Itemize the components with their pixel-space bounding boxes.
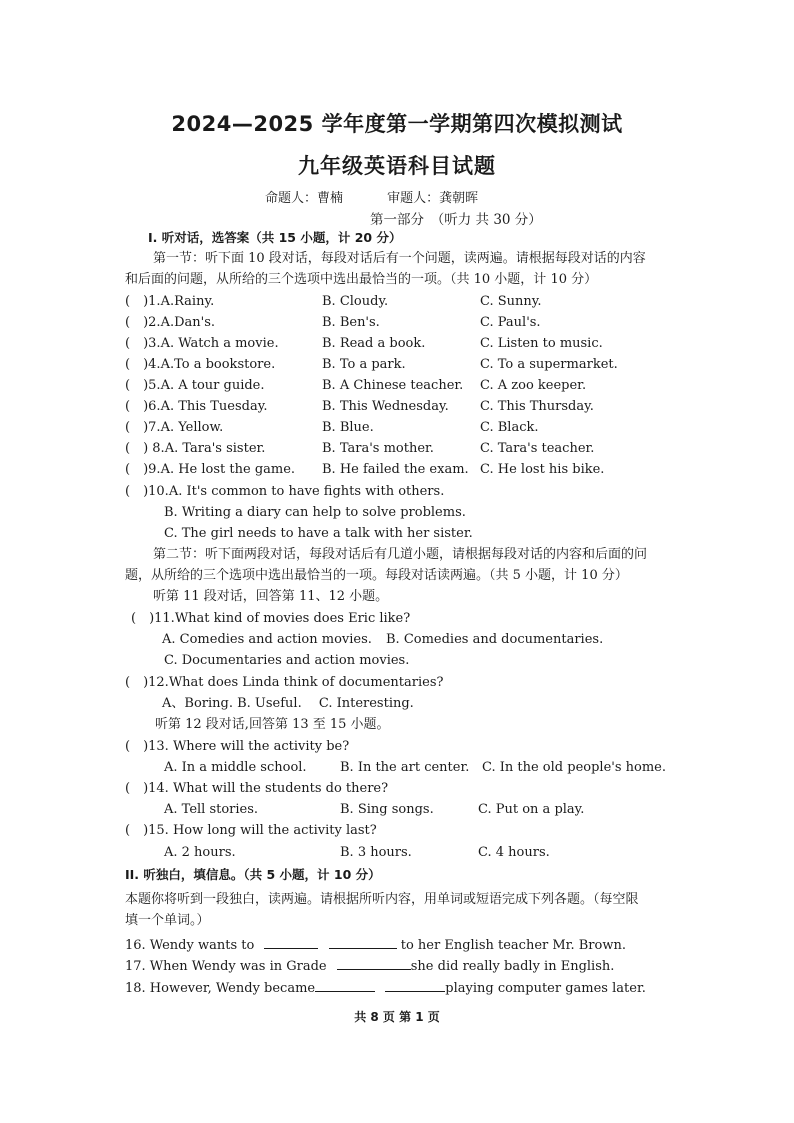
question-10-option-b: B. Writing a diary can help to solve problems. — [164, 505, 466, 520]
section2-instruction-1: 本题你将听到一段独白，读两遍。请根据所听内容，用单词或短语完成下列各题。（每空限 — [125, 892, 639, 907]
sub2-instruction-2: 题，从所给的三个选项中选出最恰当的一项。每段对话读两遍。（共 5 小题，计 10 分） — [125, 568, 628, 583]
sub1-instruction-1: 第一节：听下面 10 段对话，每段对话后有一个问题，读两遍。请根据每段对话的内容 — [153, 251, 646, 266]
question-11-option-a: A. Comedies and action movies. — [162, 632, 372, 647]
exam-subtitle: 九年级英语科目试题 — [298, 154, 496, 178]
question-10-option-c: C. The girl needs to have a talk with her sister. — [164, 526, 473, 541]
question-18: 18. However, Wendy became playing computer games later. — [125, 981, 646, 996]
question-row: ( )9.A. He lost the game. B. He failed the exam. C. He lost his bike. — [125, 462, 605, 477]
section1-heading: I. 听对话，选答案（共 15 小题，计 20 分） — [148, 230, 402, 245]
question-row: ( )1.A.Rainy. B. Cloudy. C. Sunny. — [125, 294, 542, 309]
author: 命题人：曹楠 — [265, 191, 344, 206]
dialog-12-note: 听第 12 段对话,回答第 13 至 15 小题。 — [155, 717, 390, 732]
sub2-instruction-1: 第二节：听下面两段对话，每段对话后有几道小题，请根据每段对话的内容和后面的问 — [153, 547, 648, 562]
question-14: ( )14. What will the students do there? — [125, 781, 389, 796]
question-row: ( ) 8.A. Tara's sister. B. Tara's mother. C. Tara's teacher. — [125, 441, 595, 456]
section2-heading: II. 听独白，填信息。（共 5 小题，计 10 分） — [125, 867, 381, 882]
question-row: ( )5.A. A tour guide. B. A Chinese teacher. C. A zoo keeper. — [125, 378, 587, 393]
question-row: ( )6.A. This Tuesday. B. This Wednesday. C. This Thursday. — [125, 399, 594, 414]
answer-blank[interactable] — [264, 936, 318, 949]
question-14-option-b: B. Sing songs. — [340, 802, 434, 817]
dialog-11-note: 听第 11 段对话，回答第 11、12 小题。 — [153, 589, 389, 604]
question-11: ( )11.What kind of movies does Eric like? — [131, 611, 411, 626]
question-row: ( )2.A.Dan's. B. Ben's. C. Paul's. — [125, 315, 541, 330]
question-13-option-a: A. In a middle school. — [164, 760, 307, 775]
question-row: ( )7.A. Yellow. B. Blue. C. Black. — [125, 420, 539, 435]
sub1-instruction-2: 和后面的问题，从所给的三个选项中选出最恰当的一项。（共 10 小题，计 10 分） — [125, 272, 598, 287]
question-16: 16. Wendy wants to to her English teacher Mr. Brown. — [125, 938, 626, 953]
question-row: ( )3.A. Watch a movie. B. Read a book. C. Listen to music. — [125, 336, 603, 351]
authors-line — [265, 187, 518, 206]
question-17: 17. When Wendy was in Grade she did really badly in English. — [125, 959, 615, 974]
question-15-option-b: B. 3 hours. — [340, 845, 412, 860]
question-15-option-c: C. 4 hours. — [478, 845, 550, 860]
question-row: ( )4.A.To a bookstore. B. To a park. C. To a supermarket. — [125, 357, 618, 372]
question-12: ( )12.What does Linda think of documentaries? — [125, 675, 444, 690]
question-11-option-b: B. Comedies and documentaries. — [386, 632, 604, 647]
question-14-option-c: C. Put on a play. — [478, 802, 585, 817]
part-heading: 第一部分 （听力 共 30 分） — [370, 212, 542, 228]
answer-blank[interactable] — [385, 979, 445, 992]
exam-title: 2024—2025 学年度第一学期第四次模拟测试 — [171, 112, 623, 136]
answer-blank[interactable] — [337, 957, 411, 970]
question-10: ( )10.A. It's common to have fights with others. — [125, 484, 445, 499]
question-15: ( )15. How long will the activity last? — [125, 823, 377, 838]
page-footer: 共 8 页 第 1 页 — [354, 1010, 440, 1024]
question-13-option-c: C. In the old people's home. — [482, 760, 666, 775]
question-13: ( )13. Where will the activity be? — [125, 739, 350, 754]
question-13-option-b: B. In the art center. — [340, 760, 470, 775]
answer-blank[interactable] — [315, 979, 375, 992]
question-11-option-c: C. Documentaries and action movies. — [164, 653, 410, 668]
answer-blank[interactable] — [329, 936, 397, 949]
question-14-option-a: A. Tell stories. — [164, 802, 259, 817]
question-12-options: A、Boring. B. Useful. C. Interesting. — [162, 696, 414, 711]
question-15-option-a: A. 2 hours. — [164, 845, 236, 860]
section2-instruction-2: 填一个单词。） — [125, 913, 210, 928]
reviewer: 审题人：龚朝晖 — [387, 191, 479, 206]
